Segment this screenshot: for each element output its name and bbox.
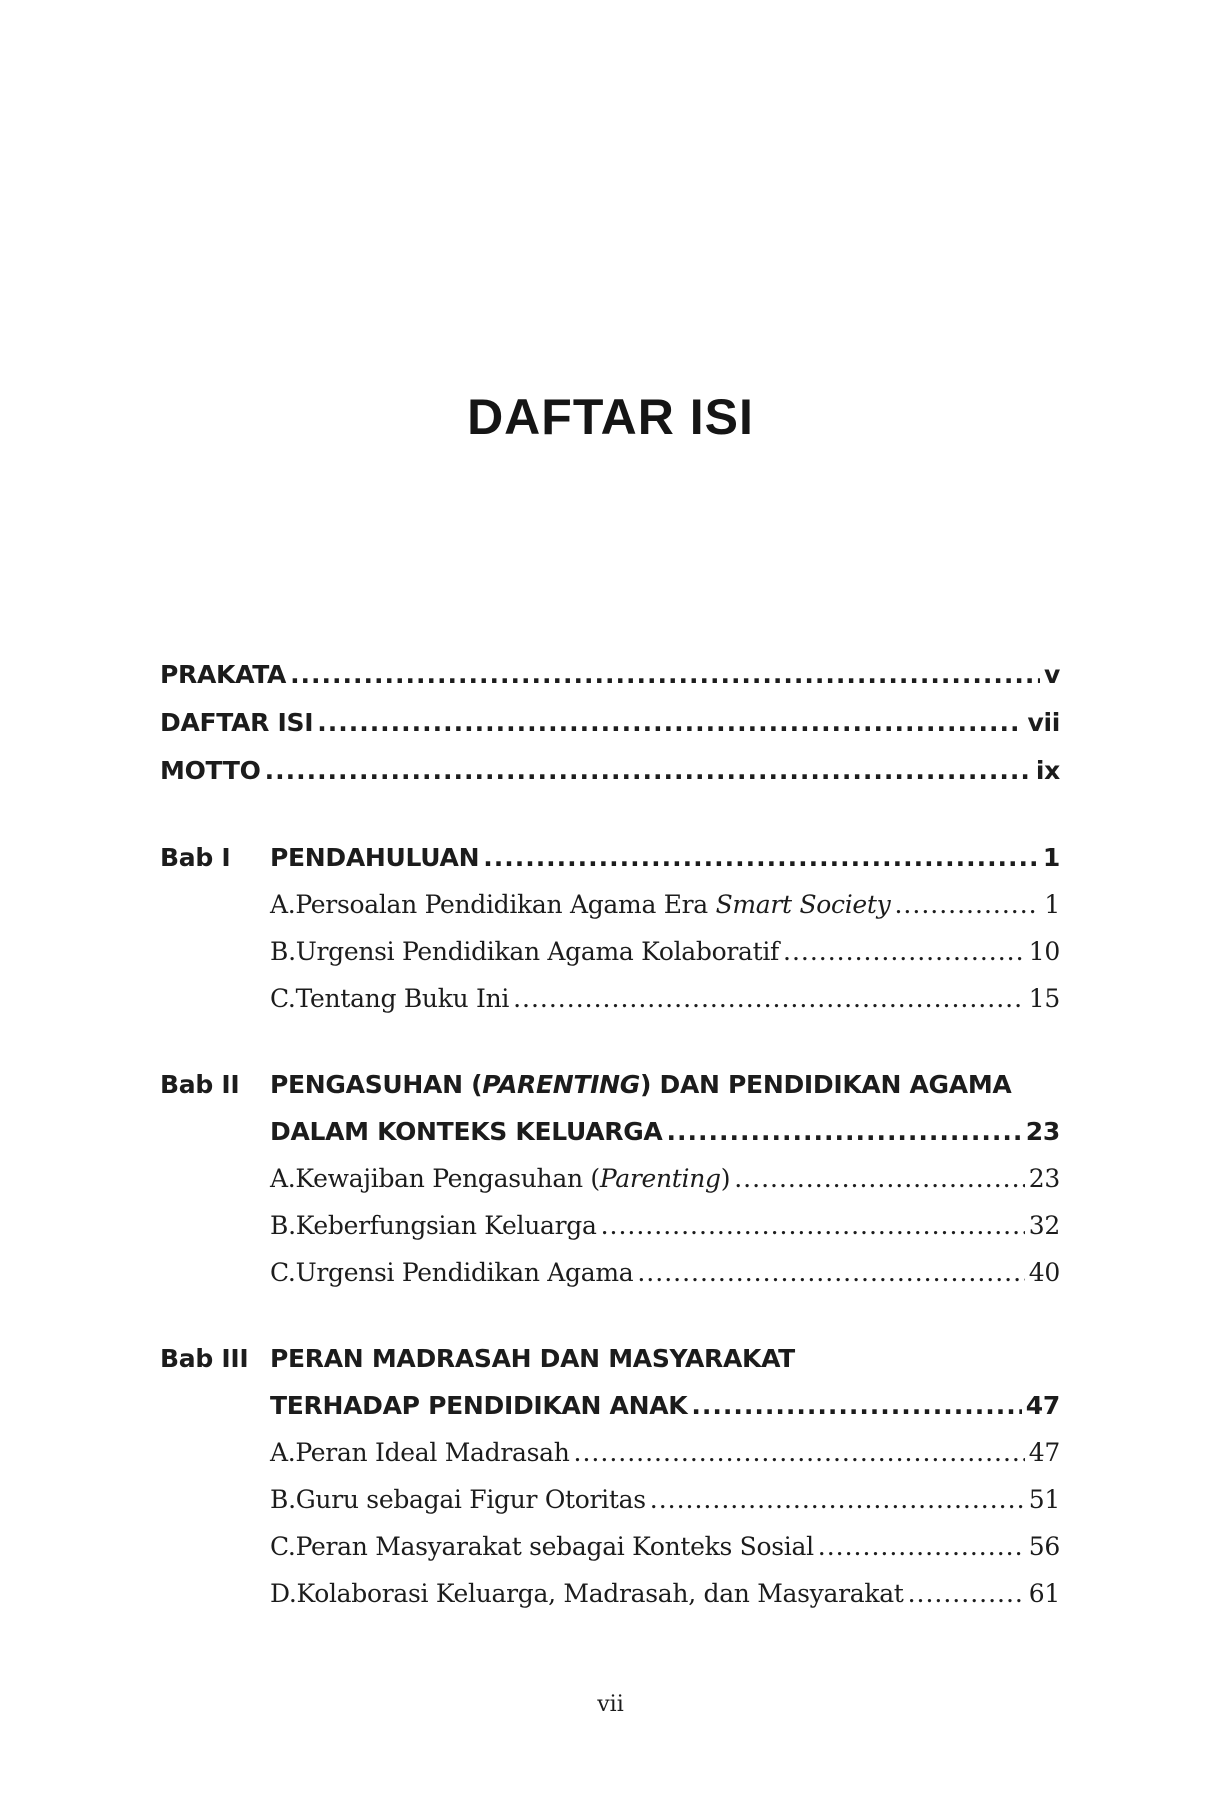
section-marker: C.	[270, 984, 296, 1013]
toc-section-3a[interactable]	[270, 1430, 1060, 1476]
toc-entry-label: DAFTAR ISI	[160, 708, 314, 737]
toc-entry-label: MOTTO	[160, 756, 261, 785]
toc-entry-motto[interactable]	[160, 748, 1060, 794]
dot-leader	[908, 1571, 1025, 1617]
toc-page-number: 61	[1028, 1579, 1060, 1608]
chapter-title: PENDAHULUAN	[270, 843, 480, 872]
dot-leader	[513, 976, 1025, 1022]
toc-page-number: 47	[1028, 1438, 1060, 1467]
toc-page-number: 15	[1028, 984, 1060, 1013]
section-title: Kewajiban Pengasuhan (Parenting)	[295, 1164, 731, 1193]
dot-leader	[265, 748, 1032, 794]
toc-page-number: v	[1044, 660, 1060, 689]
toc-chapter-3[interactable]	[270, 1383, 1060, 1429]
dot-leader	[574, 1430, 1025, 1476]
dot-leader	[601, 1203, 1025, 1249]
dot-leader	[818, 1524, 1025, 1570]
chapter-title-line-1: PERAN MADRASAH DAN MASYARAKAT	[270, 1344, 795, 1373]
section-title: Kolaborasi Keluarga, Madrasah, dan Masyarakat	[296, 1579, 904, 1608]
chapter-title: TERHADAP PENDIDIKAN ANAK	[270, 1391, 688, 1420]
toc-section-2b[interactable]	[270, 1203, 1060, 1249]
section-title: Guru sebagai Figur Otoritas	[295, 1485, 646, 1514]
section-marker: D.	[270, 1579, 297, 1608]
toc-page-number: 1	[1042, 843, 1060, 872]
toc-chapter-2[interactable]	[270, 1109, 1060, 1155]
chapter-number: Bab I	[160, 843, 231, 872]
toc-page-number: 23	[1025, 1117, 1060, 1146]
dot-leader	[650, 1477, 1025, 1523]
chapter-number: Bab II	[160, 1070, 240, 1099]
toc-page-number: 23	[1028, 1164, 1060, 1193]
toc-page-number: 47	[1025, 1391, 1060, 1420]
section-marker: C.	[270, 1532, 296, 1561]
chapter-title: DALAM KONTEKS KELUARGA	[270, 1117, 663, 1146]
section-title: Persoalan Pendidikan Agama Era Smart Society	[295, 890, 891, 919]
toc-page-number: 56	[1028, 1532, 1060, 1561]
dot-leader	[637, 1250, 1024, 1296]
chapter-number: Bab III	[160, 1344, 249, 1373]
section-title: Peran Ideal Madrasah	[295, 1438, 570, 1467]
toc-page-number: 1	[1044, 890, 1060, 919]
section-marker: C.	[270, 1258, 296, 1287]
dot-leader	[290, 652, 1040, 698]
toc-section-2c[interactable]	[270, 1250, 1060, 1296]
toc-page-number: 10	[1028, 937, 1060, 966]
page-title: DAFTAR ISI	[467, 389, 754, 445]
toc-page-number: ix	[1035, 756, 1060, 785]
section-marker: A.	[270, 1438, 296, 1467]
toc-entry-label: PRAKATA	[160, 660, 287, 689]
toc-entry-daftar-isi[interactable]	[160, 700, 1060, 746]
section-title: Peran Masyarakat sebagai Konteks Sosial	[295, 1532, 814, 1561]
chapter-title-line-1: PENGASUHAN (PARENTING) DAN PENDIDIKAN AGAMA	[270, 1070, 1012, 1099]
toc-section-3c[interactable]	[270, 1524, 1060, 1570]
toc-page-number: 40	[1028, 1258, 1060, 1287]
toc-section-1a[interactable]	[270, 882, 1060, 928]
page-number: vii	[597, 1692, 624, 1717]
toc-page-number: 51	[1028, 1485, 1060, 1514]
toc-chapter-1[interactable]	[270, 835, 1060, 881]
toc-section-1b[interactable]	[270, 929, 1060, 975]
section-marker: A.	[270, 1164, 296, 1193]
dot-leader	[691, 1383, 1021, 1429]
toc-page-number: vii	[1027, 708, 1060, 737]
section-title: Urgensi Pendidikan Agama Kolaboratif	[295, 937, 779, 966]
dot-leader	[667, 1109, 1022, 1155]
toc-section-3b[interactable]	[270, 1477, 1060, 1523]
dot-leader	[483, 835, 1039, 881]
section-title: Keberfungsian Keluarga	[295, 1211, 597, 1240]
dot-leader	[317, 700, 1023, 746]
toc-page-number: 32	[1028, 1211, 1060, 1240]
section-marker: A.	[270, 890, 296, 919]
dot-leader	[783, 929, 1025, 975]
section-marker: B.	[270, 1485, 296, 1514]
section-title: Tentang Buku Ini	[295, 984, 510, 1013]
section-title: Urgensi Pendidikan Agama	[295, 1258, 634, 1287]
section-marker: B.	[270, 937, 296, 966]
section-marker: B.	[270, 1211, 296, 1240]
toc-section-2a[interactable]	[270, 1156, 1060, 1202]
dot-leader	[894, 882, 1040, 928]
toc-section-1c[interactable]	[270, 976, 1060, 1022]
toc-section-3d[interactable]	[270, 1571, 1060, 1617]
dot-leader	[734, 1156, 1025, 1202]
toc-entry-prakata[interactable]	[160, 652, 1060, 698]
